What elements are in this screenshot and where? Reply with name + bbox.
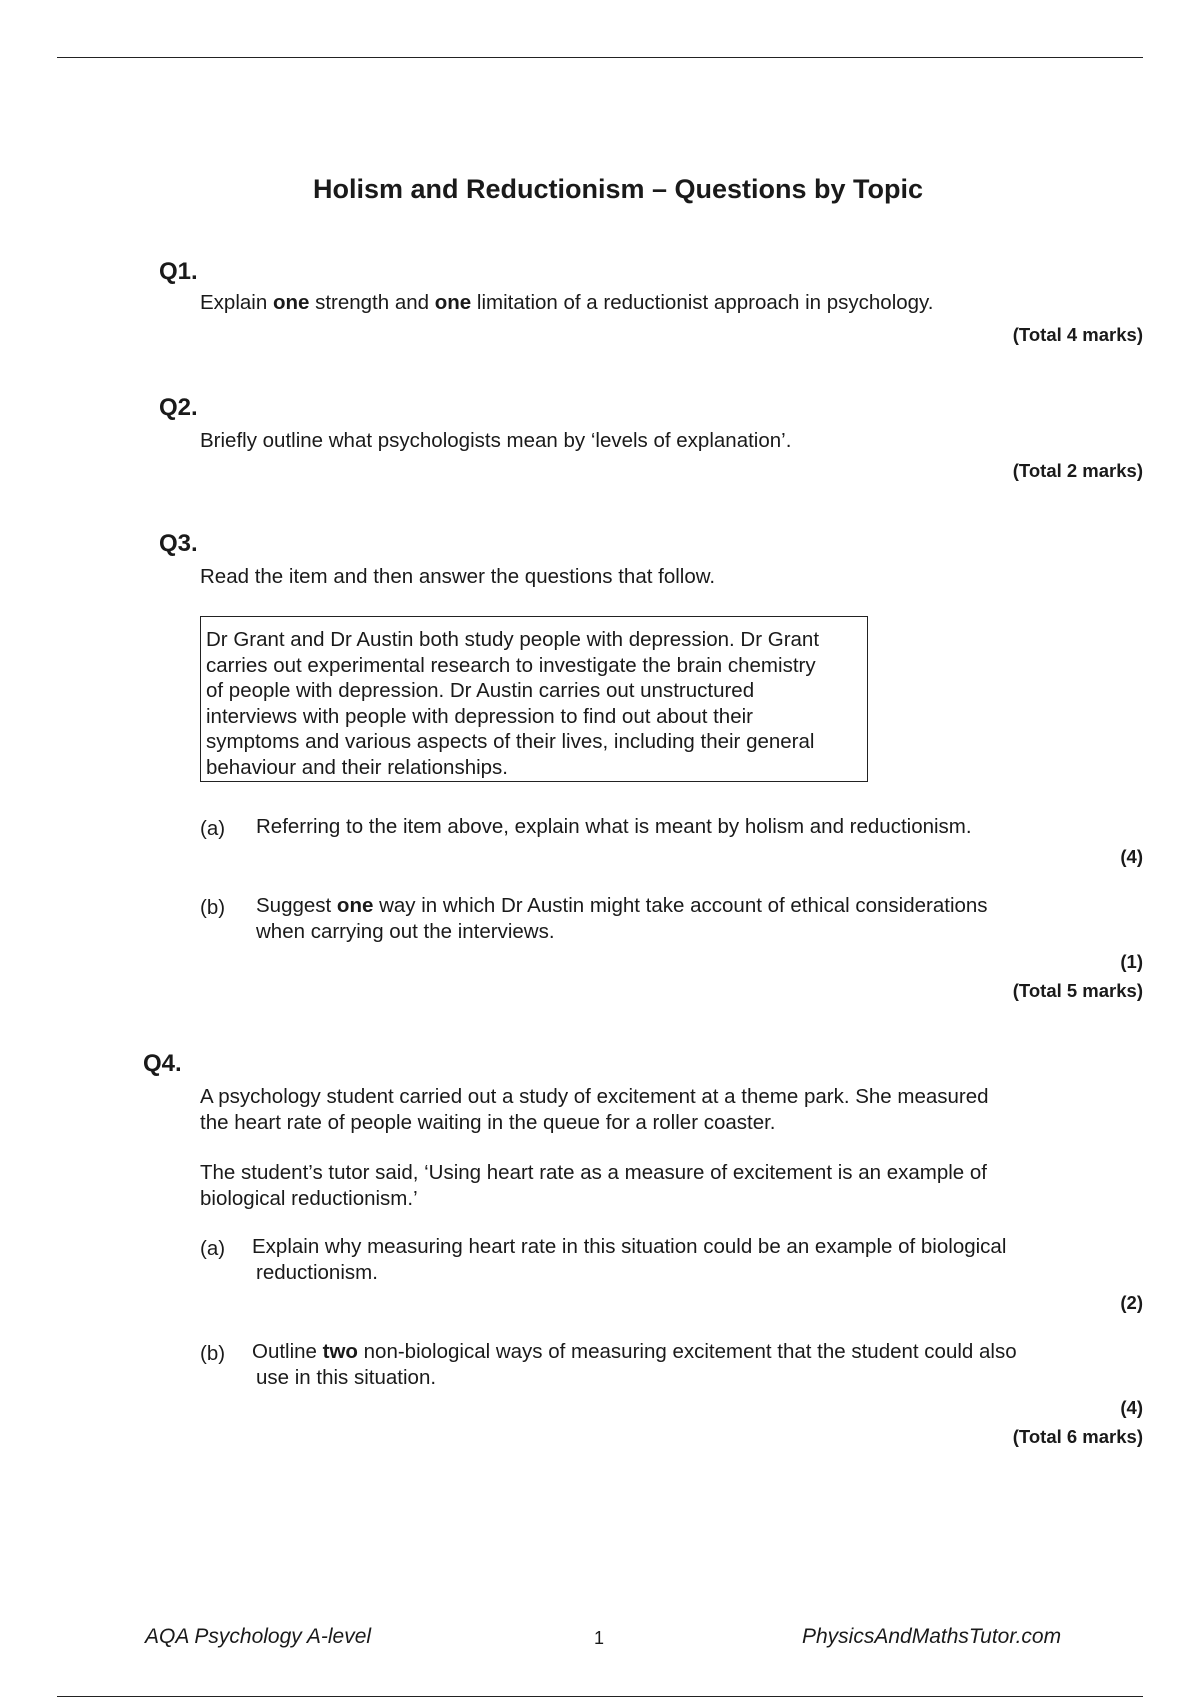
q1-total-marks: (Total 4 marks) — [1012, 324, 1143, 345]
q1-number: Q1. — [159, 258, 198, 285]
q3b-label: (b) — [200, 896, 226, 919]
page-title: Holism and Reductionism – Questions by Topic — [312, 174, 924, 204]
bottom-rule — [57, 1696, 1143, 1697]
q4-number: Q4. — [143, 1050, 182, 1077]
q3a-label: (a) — [200, 817, 226, 840]
top-rule — [57, 57, 1143, 58]
q4a-text: Explain why measuring heart rate in this situation could be an example of biological reductionism. — [252, 1235, 1007, 1284]
q3-item-box — [200, 616, 868, 782]
item-line: symptoms and various aspects of their lives, including their general — [206, 730, 815, 753]
q3b-text: Suggest one way in which Dr Austin might take account of ethical considerations when carrying out the interviews. — [256, 894, 988, 943]
q3-intro: Read the item and then answer the questions that follow. — [200, 565, 716, 588]
q2-number: Q2. — [159, 394, 198, 421]
item-line: Dr Grant and Dr Austin both study people with depression. Dr Grant — [206, 628, 820, 651]
item-line: interviews with people with depression to find out about their — [206, 704, 753, 728]
q3b-marks: (1) — [1120, 951, 1143, 972]
item-line: carries out experimental research to investigate the brain chemistry — [206, 653, 816, 677]
q4-paragraph-2: The student’s tutor said, ‘Using heart rate as a measure of excitement is an example of biological reductionism.’ — [200, 1161, 987, 1210]
q3a-text: Referring to the item above, explain what is meant by holism and reductionism. — [256, 815, 972, 838]
q2-text: Briefly outline what psychologists mean by ‘levels of explanation’. — [200, 429, 792, 452]
q3a-marks: (4) — [1120, 846, 1143, 867]
q4b-text: Outline two non-biological ways of measuring excitement that the student could also use in this situation. — [252, 1340, 1017, 1389]
q2-total-marks: (Total 2 marks) — [1012, 460, 1143, 481]
q1-text: Explain one strength and one limitation of a reductionist approach in psychology. — [200, 291, 934, 314]
item-line: of people with depression. Dr Austin carries out unstructured — [206, 679, 755, 702]
q4-total-marks: (Total 6 marks) — [1012, 1426, 1143, 1447]
q4b-label: (b) — [200, 1342, 226, 1365]
page-number: 1 — [594, 1628, 605, 1648]
q4b-marks: (4) — [1120, 1397, 1143, 1418]
q4-paragraph-1: A psychology student carried out a study of excitement at a theme park. She measured the heart rate of people waiting in the queue for a roller coaster. — [200, 1085, 989, 1134]
q3-total-marks: (Total 5 marks) — [1012, 980, 1143, 1001]
q4a-label: (a) — [200, 1237, 226, 1260]
q4a-marks: (2) — [1120, 1292, 1143, 1313]
footer-left: AQA Psychology A-level — [145, 1625, 372, 1648]
footer-right: PhysicsAndMathsTutor.com — [802, 1625, 1062, 1648]
item-line: behaviour and their relationships. — [206, 755, 508, 779]
q3-number: Q3. — [159, 530, 198, 557]
